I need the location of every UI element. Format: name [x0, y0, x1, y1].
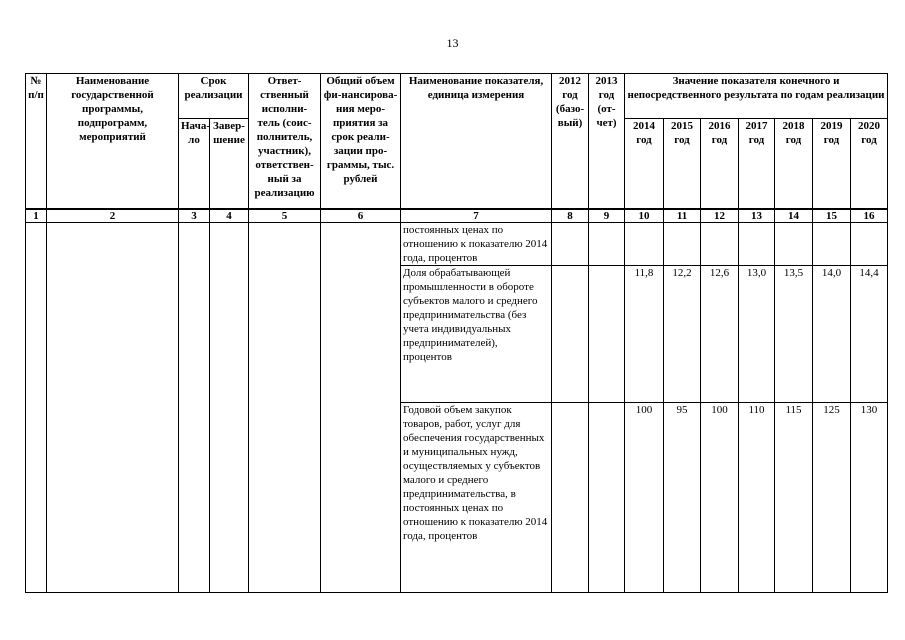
cell-2013 — [589, 222, 625, 265]
cell-value-2018: 13,5 — [775, 265, 813, 402]
header-year-2015: 2015 год — [664, 119, 701, 209]
column-number: 10 — [625, 209, 664, 223]
column-number: 1 — [26, 209, 47, 223]
cell-value-2016 — [701, 222, 739, 265]
header-end: Завер-шение — [210, 119, 249, 209]
cell-value-2016: 12,6 — [701, 265, 739, 402]
cell-value-2015: 12,2 — [664, 265, 701, 402]
column-number: 13 — [739, 209, 775, 223]
cell-program-name — [47, 222, 179, 592]
column-number: 12 — [701, 209, 739, 223]
column-number: 7 — [401, 209, 552, 223]
cell-indicator: постоянных ценах по отношению к показателю 2014 года, процентов — [401, 222, 552, 265]
header-year-2016: 2016 год — [701, 119, 739, 209]
column-number: 14 — [775, 209, 813, 223]
cell-value-2019: 14,0 — [813, 265, 851, 402]
cell-start — [179, 222, 210, 592]
header-term: Срок реализации — [179, 74, 249, 119]
column-number: 6 — [321, 209, 401, 223]
cell-value-2020: 14,4 — [851, 265, 888, 402]
column-number: 16 — [851, 209, 888, 223]
cell-number — [26, 222, 47, 592]
cell-value-2018 — [775, 222, 813, 265]
cell-value-2017: 13,0 — [739, 265, 775, 402]
cell-value-2014: 11,8 — [625, 265, 664, 402]
column-number: 3 — [179, 209, 210, 223]
column-number: 2 — [47, 209, 179, 223]
cell-value-2015 — [664, 222, 701, 265]
cell-value-2019: 125 — [813, 402, 851, 592]
header-year-2020: 2020 год — [851, 119, 888, 209]
cell-value-2017: 110 — [739, 402, 775, 592]
cell-2012 — [552, 402, 589, 592]
cell-value-2018: 115 — [775, 402, 813, 592]
header-start: Нача-ло — [179, 119, 210, 209]
column-number: 9 — [589, 209, 625, 223]
cell-indicator: Годовой объем закупок товаров, работ, услуг для обеспечения государственных и муниципальных нужд, осуществляемых у субъектов малого и среднего предпринимательства, в постоянных ценах по отношению к показателю 2014 года, процентов — [401, 402, 552, 592]
cell-2012 — [552, 222, 589, 265]
column-number: 4 — [210, 209, 249, 223]
header-year-2019: 2019 год — [813, 119, 851, 209]
cell-2013 — [589, 265, 625, 402]
table-row — [26, 222, 888, 265]
header-2012-base: 2012 год (базо-вый) — [552, 74, 589, 209]
cell-2012 — [552, 265, 589, 402]
cell-indicator: Доля обрабатывающей промышленности в обороте субъектов малого и среднего предпринимательства (без учета индивидуальных предпринимателей), процентов — [401, 265, 552, 402]
cell-value-2019 — [813, 222, 851, 265]
column-number: 15 — [813, 209, 851, 223]
header-values-by-year: Значение показателя конечного и непосредственного результата по годам реализации — [625, 74, 888, 119]
cell-value-2015: 95 — [664, 402, 701, 592]
header-number: № п/п — [26, 74, 47, 209]
cell-executor — [249, 222, 321, 592]
header-executor: Ответ-ственный исполни-тель (соис-полнитель, участник), ответствен-ный за реализацию — [249, 74, 321, 209]
cell-value-2017 — [739, 222, 775, 265]
cell-value-2014: 100 — [625, 402, 664, 592]
header-financing: Общий объем фи-нансирова-ния меро-приятия за срок реали-зации про-граммы, тыс. рублей — [321, 74, 401, 209]
header-year-2017: 2017 год — [739, 119, 775, 209]
indicator-table — [25, 73, 888, 593]
header-indicator-name: Наименование показателя, единица измерения — [401, 74, 552, 209]
column-number: 5 — [249, 209, 321, 223]
cell-value-2020: 130 — [851, 402, 888, 592]
cell-value-2016: 100 — [701, 402, 739, 592]
column-number: 11 — [664, 209, 701, 223]
header-program-name: Наименование государственной программы, подпрограмм, мероприятий — [47, 74, 179, 209]
cell-2013 — [589, 402, 625, 592]
header-year-2014: 2014 год — [625, 119, 664, 209]
page-number: 13 — [446, 36, 459, 50]
cell-financing — [321, 222, 401, 592]
header-2013-report: 2013 год (от-чет) — [589, 74, 625, 209]
cell-end — [210, 222, 249, 592]
cell-value-2020 — [851, 222, 888, 265]
column-number: 8 — [552, 209, 589, 223]
cell-value-2014 — [625, 222, 664, 265]
column-number-row — [26, 209, 888, 223]
header-year-2018: 2018 год — [775, 119, 813, 209]
